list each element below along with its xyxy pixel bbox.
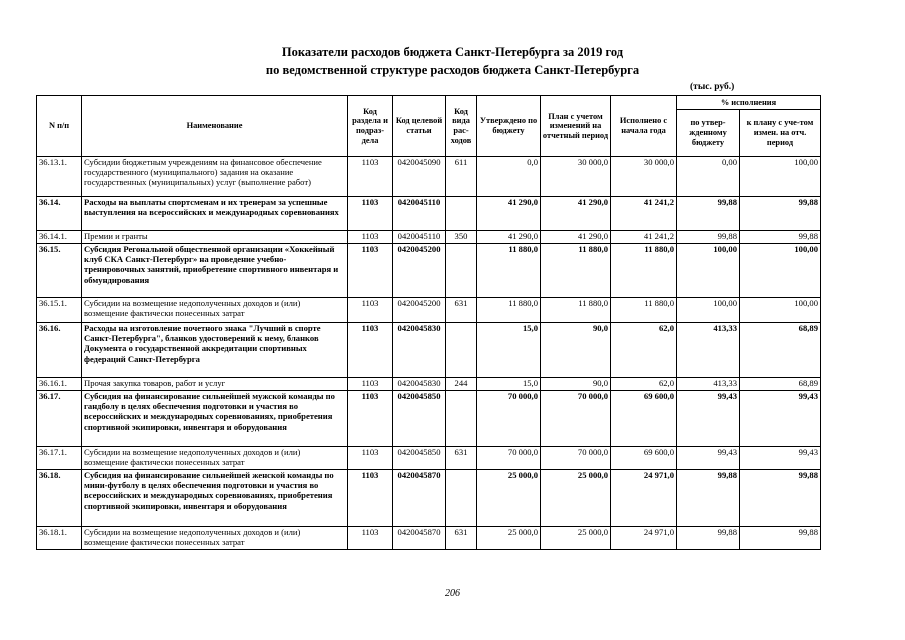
- row-name: Субсидии на возмещение недополученных доходов и (или) возмещение фактически понесенных затрат: [82, 298, 348, 323]
- header-utv: Утверждено по бюджету: [477, 96, 541, 157]
- header-razdel: Код раздела и подраз-дела: [348, 96, 393, 157]
- row-plan: 30 000,0: [541, 157, 611, 197]
- row-approved: 15,0: [477, 323, 541, 378]
- row-executed: 41 241,2: [611, 231, 677, 244]
- header-tsel: Код целевой статьи: [393, 96, 446, 157]
- header-plan: План с учетом изменений на отчетный период: [541, 96, 611, 157]
- table-body: [37, 157, 821, 550]
- row-expense-type-code: 631: [446, 298, 477, 323]
- row-number: 36.13.1.: [37, 157, 82, 197]
- row-target-code: 0420045110: [393, 197, 446, 231]
- row-pct-approved: 413,33: [677, 378, 740, 391]
- row-executed: 69 600,0: [611, 447, 677, 470]
- row-executed: 11 880,0: [611, 244, 677, 298]
- row-plan: 41 290,0: [541, 231, 611, 244]
- row-pct-plan: 99,43: [740, 391, 821, 447]
- row-razdel-code: 1103: [348, 244, 393, 298]
- row-number: 36.18.: [37, 470, 82, 527]
- row-pct-plan: 100,00: [740, 157, 821, 197]
- row-executed: 30 000,0: [611, 157, 677, 197]
- row-approved: 15,0: [477, 378, 541, 391]
- row-pct-approved: 0,00: [677, 157, 740, 197]
- header-pct-utv: по утвер-жденному бюджету: [677, 109, 740, 156]
- row-target-code: 0420045110: [393, 231, 446, 244]
- row-target-code: 0420045200: [393, 298, 446, 323]
- row-executed: 62,0: [611, 378, 677, 391]
- row-razdel-code: 1103: [348, 447, 393, 470]
- row-pct-plan: 99,88: [740, 527, 821, 550]
- table-row: [37, 157, 821, 197]
- table-row: [37, 323, 821, 378]
- row-plan: 70 000,0: [541, 447, 611, 470]
- row-expense-type-code: [446, 197, 477, 231]
- row-approved: 0,0: [477, 157, 541, 197]
- row-approved: 11 880,0: [477, 298, 541, 323]
- table-row: [37, 298, 821, 323]
- row-pct-plan: 68,89: [740, 378, 821, 391]
- row-pct-plan: 100,00: [740, 244, 821, 298]
- row-pct-approved: 99,43: [677, 447, 740, 470]
- table-row: [37, 527, 821, 550]
- row-razdel-code: 1103: [348, 378, 393, 391]
- header-vid: Код вида рас-ходов: [446, 96, 477, 157]
- row-pct-plan: 99,43: [740, 447, 821, 470]
- row-expense-type-code: 244: [446, 378, 477, 391]
- row-plan: 11 880,0: [541, 298, 611, 323]
- row-number: 36.17.1.: [37, 447, 82, 470]
- row-target-code: 0420045830: [393, 323, 446, 378]
- row-pct-plan: 68,89: [740, 323, 821, 378]
- row-approved: 70 000,0: [477, 391, 541, 447]
- row-expense-type-code: 631: [446, 447, 477, 470]
- row-number: 36.18.1.: [37, 527, 82, 550]
- row-target-code: 0420045870: [393, 527, 446, 550]
- row-pct-plan: 99,88: [740, 197, 821, 231]
- row-name: Субсидии бюджетным учреждениям на финансовое обеспечение государственного (муниципального) задания на оказание государственных (муниципальных) услуг (выполнение работ): [82, 157, 348, 197]
- table-row: [37, 378, 821, 391]
- row-expense-type-code: [446, 470, 477, 527]
- row-razdel-code: 1103: [348, 197, 393, 231]
- header-num: N п/п: [37, 96, 82, 157]
- row-pct-approved: 99,88: [677, 197, 740, 231]
- row-name: Премии и гранты: [82, 231, 348, 244]
- row-expense-type-code: [446, 244, 477, 298]
- row-number: 36.15.1.: [37, 298, 82, 323]
- table-row: [37, 231, 821, 244]
- row-approved: 41 290,0: [477, 197, 541, 231]
- document-title-line-1: Показатели расходов бюджета Санкт-Петербурга за 2019 год: [281, 45, 624, 59]
- row-executed: 24 971,0: [611, 527, 677, 550]
- row-target-code: 0420045090: [393, 157, 446, 197]
- row-executed: 11 880,0: [611, 298, 677, 323]
- row-razdel-code: 1103: [348, 157, 393, 197]
- row-expense-type-code: [446, 391, 477, 447]
- row-approved: 11 880,0: [477, 244, 541, 298]
- row-pct-approved: 99,88: [677, 527, 740, 550]
- row-approved: 41 290,0: [477, 231, 541, 244]
- table-row: [37, 447, 821, 470]
- row-pct-plan: 99,88: [740, 470, 821, 527]
- row-expense-type-code: [446, 323, 477, 378]
- table-row: [37, 391, 821, 447]
- document-title-line-2: по ведомственной структуре расходов бюджета Санкт-Петербурга: [265, 63, 640, 77]
- row-executed: 41 241,2: [611, 197, 677, 231]
- row-razdel-code: 1103: [348, 231, 393, 244]
- row-executed: 62,0: [611, 323, 677, 378]
- row-razdel-code: 1103: [348, 323, 393, 378]
- row-pct-plan: 100,00: [740, 298, 821, 323]
- row-target-code: 0420045850: [393, 447, 446, 470]
- row-plan: 25 000,0: [541, 527, 611, 550]
- row-pct-approved: 100,00: [677, 298, 740, 323]
- row-pct-approved: 100,00: [677, 244, 740, 298]
- budget-table: [36, 95, 821, 550]
- row-pct-approved: 99,88: [677, 231, 740, 244]
- row-name: Прочая закупка товаров, работ и услуг: [82, 378, 348, 391]
- row-razdel-code: 1103: [348, 298, 393, 323]
- row-name: Субсидия на финансирование сильнейшей женской команды по мини-футболу в целях обеспечения подготовки и участия во всероссийских и международных соревнованиях, приобретения спортивной экипировки, инвентаря и оборудования: [82, 470, 348, 527]
- table-row: [37, 470, 821, 527]
- row-expense-type-code: 631: [446, 527, 477, 550]
- row-expense-type-code: 611: [446, 157, 477, 197]
- row-name: Субсидия на финансирование сильнейшей мужской команды по гандболу в целях обеспечения подготовки и участия во всероссийских и международных соревнованиях, приобретения спортивной экипировки, инвентаря и оборудования: [82, 391, 348, 447]
- table-row: [37, 197, 821, 231]
- row-number: 36.14.: [37, 197, 82, 231]
- table-row: [37, 244, 821, 298]
- row-pct-approved: 99,43: [677, 391, 740, 447]
- header-name: Наименование: [82, 96, 348, 157]
- row-name: Субсидия Регональной общественной организации «Хоккейный клуб СКА Санкт-Петербург» на проведение учебно-тренировочных занятий, приобретение спортивного инвентаря и обмундирования: [82, 244, 348, 298]
- row-number: 36.14.1.: [37, 231, 82, 244]
- row-executed: 24 971,0: [611, 470, 677, 527]
- row-number: 36.16.: [37, 323, 82, 378]
- row-approved: 25 000,0: [477, 470, 541, 527]
- row-name: Расходы на изготовление почетного знака "Лучший в спорте Санкт-Петербурга", бланков удостоверений к нему, бланков Документа о государственной аккредитации спортивных федераций Санкт-Петербурга: [82, 323, 348, 378]
- row-pct-plan: 99,88: [740, 231, 821, 244]
- row-name: Субсидии на возмещение недополученных доходов и (или) возмещение фактически понесенных затрат: [82, 447, 348, 470]
- table-header: [37, 96, 821, 157]
- row-number: 36.16.1.: [37, 378, 82, 391]
- page-number: 206: [445, 588, 460, 599]
- header-isp: Исполнено с начала года: [611, 96, 677, 157]
- row-target-code: 0420045200: [393, 244, 446, 298]
- row-plan: 70 000,0: [541, 391, 611, 447]
- row-number: 36.15.: [37, 244, 82, 298]
- row-target-code: 0420045870: [393, 470, 446, 527]
- row-target-code: 0420045850: [393, 391, 446, 447]
- header-pct-group: % исполнения: [677, 96, 821, 110]
- units-label: (тыс. руб.): [690, 82, 735, 92]
- row-approved: 70 000,0: [477, 447, 541, 470]
- row-plan: 11 880,0: [541, 244, 611, 298]
- row-plan: 41 290,0: [541, 197, 611, 231]
- row-name: Субсидии на возмещение недополученных доходов и (или) возмещение фактически понесенных затрат: [82, 527, 348, 550]
- row-number: 36.17.: [37, 391, 82, 447]
- row-expense-type-code: 350: [446, 231, 477, 244]
- row-pct-approved: 99,88: [677, 470, 740, 527]
- row-plan: 25 000,0: [541, 470, 611, 527]
- row-name: Расходы на выплаты спортсменам и их тренерам за успешные выступления на всероссийских и международных соревнованиях: [82, 197, 348, 231]
- row-approved: 25 000,0: [477, 527, 541, 550]
- row-pct-approved: 413,33: [677, 323, 740, 378]
- row-plan: 90,0: [541, 378, 611, 391]
- row-executed: 69 600,0: [611, 391, 677, 447]
- header-pct-plan: к плану с уче-том измен. на отч. период: [740, 109, 821, 156]
- row-razdel-code: 1103: [348, 527, 393, 550]
- row-plan: 90,0: [541, 323, 611, 378]
- row-razdel-code: 1103: [348, 470, 393, 527]
- row-target-code: 0420045830: [393, 378, 446, 391]
- row-razdel-code: 1103: [348, 391, 393, 447]
